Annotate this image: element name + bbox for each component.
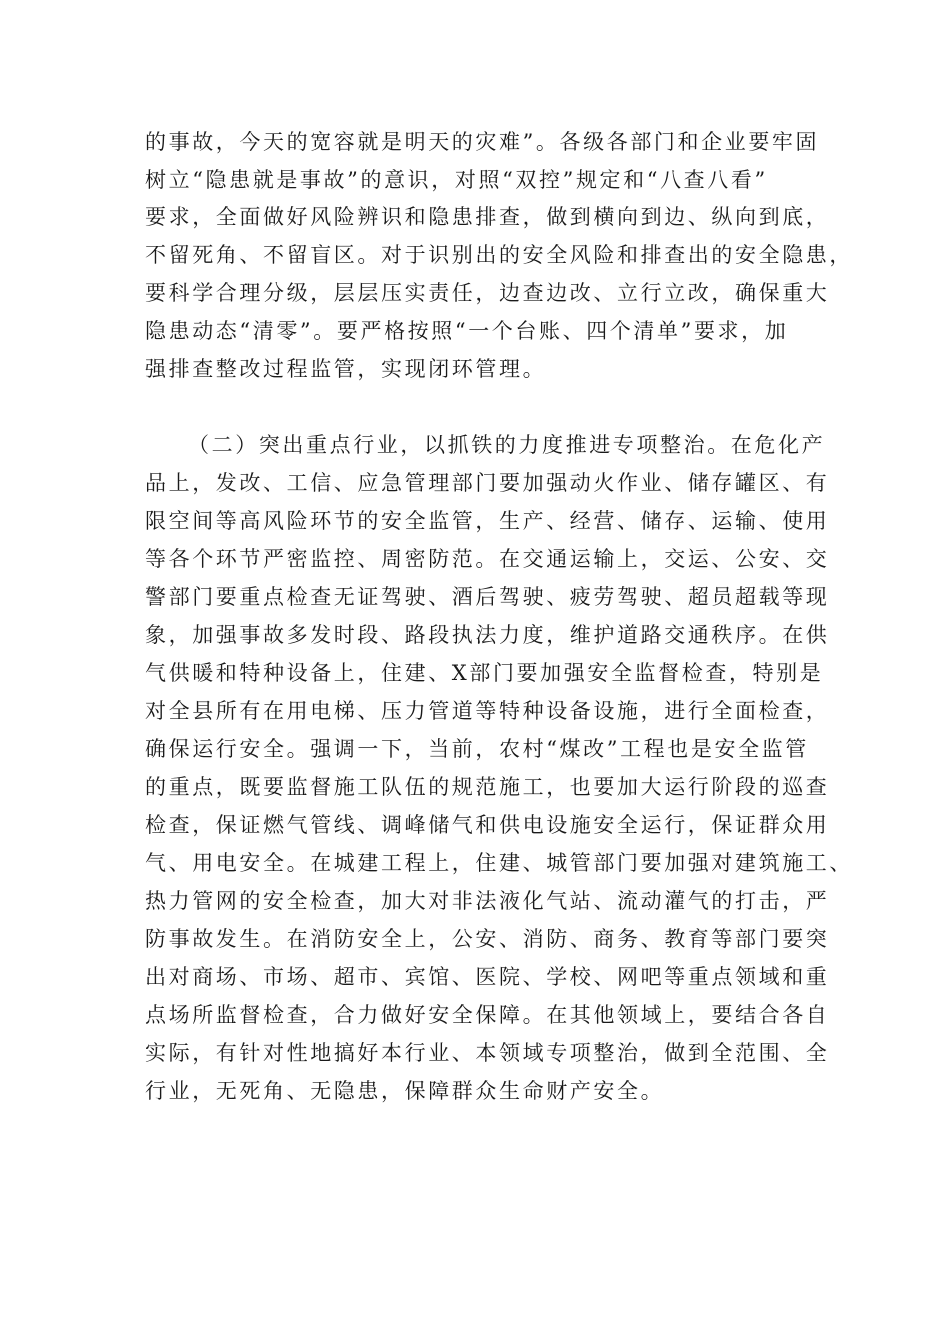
- text-line: 隐患动态“清零”。要严格按照“一个台账、四个清单”要求，加: [145, 319, 789, 343]
- text-line: 不留死角、不留盲区。对于识别出的安全风险和排查出的安全隐患，: [145, 243, 853, 267]
- text-line: 点场所监督检查，合力做好安全保障。在其他领域上，要结合各自: [145, 1003, 830, 1027]
- text-line: 实际，有针对性地搞好本行业、本领域专项整治，做到全范围、全: [145, 1041, 830, 1065]
- text-line: 检查，保证燃气管线、调峰储气和供电设施安全运行，保证群众用: [145, 813, 830, 837]
- text-line: 要求，全面做好风险辨识和隐患排查，做到横向到边、纵向到底，: [145, 205, 830, 229]
- text-line: 的事故，今天的宽容就是明天的灾难”。各级各部门和企业要牢固: [145, 130, 820, 154]
- text-line: 象，加强事故多发时段、路段执法力度，维护道路交通秩序。在供: [145, 623, 830, 647]
- text-line: 限空间等高风险环节的安全监管，生产、经营、储存、运输、使用: [145, 509, 830, 533]
- text-line: 等各个环节严密监控、周密防范。在交通运输上，交运、公安、交: [145, 547, 830, 571]
- text-line: 气、用电安全。在城建工程上，住建、城管部门要加强对建筑施工、: [145, 851, 853, 875]
- text-line: 警部门要重点检查无证驾驶、酒后驾驶、疲劳驾驶、超员超载等现: [145, 585, 830, 609]
- text-line: 强排查整改过程监管，实现闭环管理。: [145, 357, 547, 381]
- text-line: 的重点，既要监督施工队伍的规范施工，也要加大运行阶段的巡查: [145, 775, 830, 799]
- text-line: 确保运行安全。强调一下，当前，农村“煤改”工程也是安全监管: [145, 737, 809, 761]
- text-line: 气供暖和特种设备上，住建、X部门要加强安全监督检查，特别是: [145, 661, 824, 685]
- text-line: 出对商场、市场、超市、宾馆、医院、学校、网吧等重点领域和重: [145, 965, 830, 989]
- text-line: 树立“隐患就是事故”的意识，对照“双控”规定和“八查八看”: [145, 168, 768, 192]
- text-line: 对全县所有在用电梯、压力管道等特种设备设施，进行全面检查，: [145, 699, 830, 723]
- text-line: 防事故发生。在消防安全上，公安、消防、商务、教育等部门要突: [145, 927, 830, 951]
- text-line: 要科学合理分级，层层压实责任，边查边改、立行立改，确保重大: [145, 281, 830, 305]
- text-line: 热力管网的安全检查，加大对非法液化气站、流动灌气的打击，严: [145, 889, 830, 913]
- section-heading-line: （二）突出重点行业，以抓铁的力度推进专项整治。在危化产: [188, 433, 826, 457]
- text-line: 品上，发改、工信、应急管理部门要加强动火作业、储存罐区、有: [145, 471, 830, 495]
- text-line: 行业，无死角、无隐患，保障群众生命财产安全。: [145, 1079, 665, 1103]
